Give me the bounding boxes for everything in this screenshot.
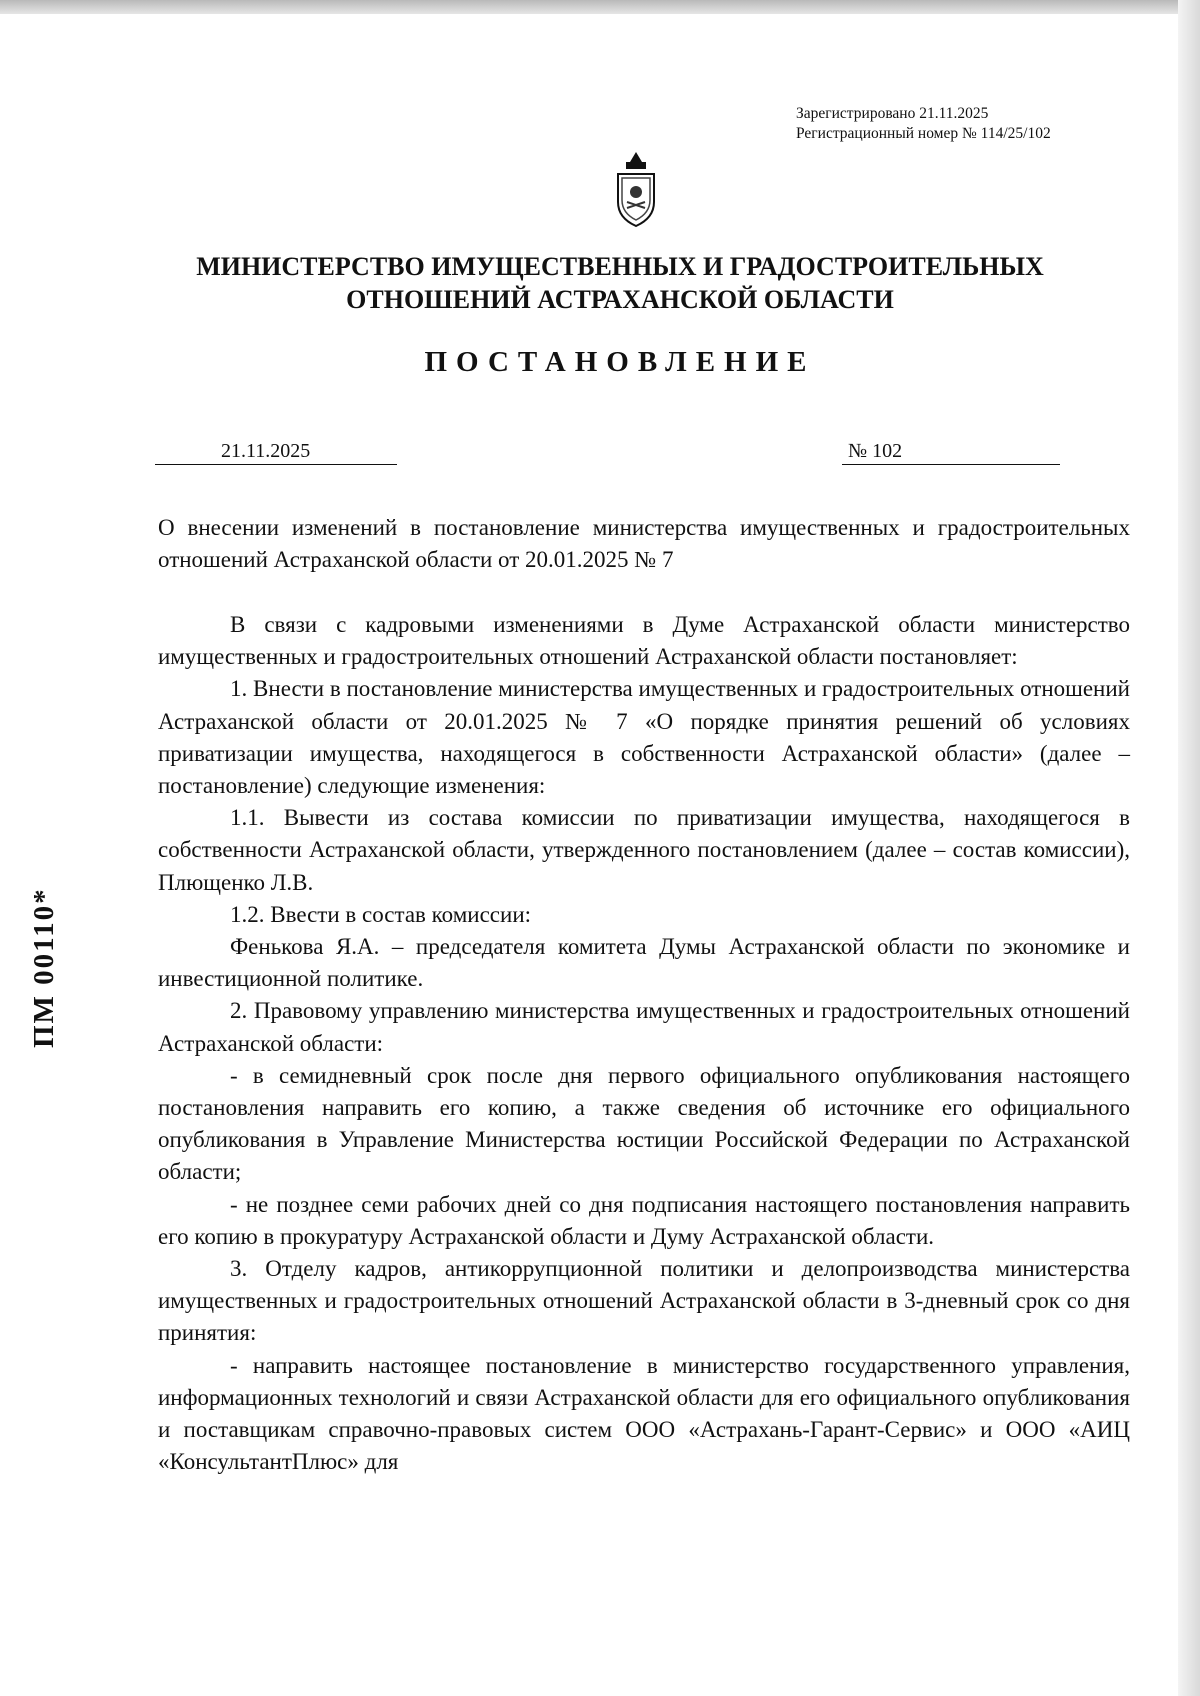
clause-1-2: 1.2. Ввести в состав комиссии: [230,901,532,927]
clause-1-1: 1.1. Вывести из состава комиссии по приватизации имущества, находящегося в собственности Астраханской области, утвержденного постановлением (далее – состав комиссии), Плющенко Л.В. [158,805,1130,895]
clause-2-item-2: - не позднее семи рабочих дней со дня подписания настоящего постановления направить его копию в прокуратуру Астраханской области и Думу Астраханской области. [158,1191,1130,1249]
clause-1: 1. Внести в постановление министерства имущественных и градостроительных отношений Астраханской области от 20.01.2025 № 7 «О порядке принятия решений об условиях приватизации имущества, находящегося в собственности Астраханской области» (далее – постановление) следующие изменения: [158,676,1130,799]
registration-number: Регистрационный номер № 114/25/102 [796,125,1051,142]
clause-3-item-1: - направить настоящее постановление в министерство государственного управления, информационных технологий и связи Астраханской области для его официального опубликования и поставщикам справочно-правовых систем ООО «Астрахань-Гарант-Сервис» и ООО «АИЦ «КонсультантПлюс» для [158,1352,1130,1475]
document-type: ПОСТАНОВЛЕНИЕ [424,346,816,378]
clause-2-item-1: - в семидневный срок после дня первого официального опубликования настоящего постановления направить его копию, а также сведения об источнике его официального опубликования в Управление Министерства юстиции Российской Федерации по Астраханской области; [158,1062,1130,1185]
preamble-paragraph: В связи с кадровыми изменениями в Думе Астраханской области министерство имущественных и градостроительных отношений Астраханской области постановляет: [158,612,1130,670]
coat-of-arms-icon [610,150,662,230]
registration-date: Зарегистрировано 21.11.2025 [796,105,989,122]
clause-3: 3. Отделу кадров, антикоррупционной политики и делопроизводства министерства имущественных и градостроительных отношений Астраханской области в 3-дневный срок со дня принятия: [158,1256,1130,1346]
scan-right-edge [1178,0,1200,1696]
document-number: № 102 [842,438,1060,465]
document-date: 21.11.2025 [155,438,397,465]
document-subject: О внесении изменений в постановление министерства имущественных и градостроительных отношений Астраханской области от 20.01.2025 № 7 [158,515,1130,572]
document-body [158,609,1130,1478]
ministry-name-line2: ОТНОШЕНИЙ АСТРАХАНСКОЙ ОБЛАСТИ [346,285,894,314]
clause-1-2-member: Фенькова Я.А. – председателя комитета Думы Астраханской области по экономике и инвестиционной политике. [158,934,1130,992]
clause-2: 2. Правовому управлению министерства имущественных и градостроительных отношений Астраханской области: [158,998,1130,1056]
registration-block [796,104,1051,144]
scan-top-edge [0,0,1200,14]
ministry-name-line1: МИНИСТЕРСТВО ИМУЩЕСТВЕННЫХ И ГРАДОСТРОИТЕЛЬНЫХ [196,252,1044,281]
ministry-name [120,250,1120,316]
side-stamp: ПМ 00110* [28,887,60,1048]
